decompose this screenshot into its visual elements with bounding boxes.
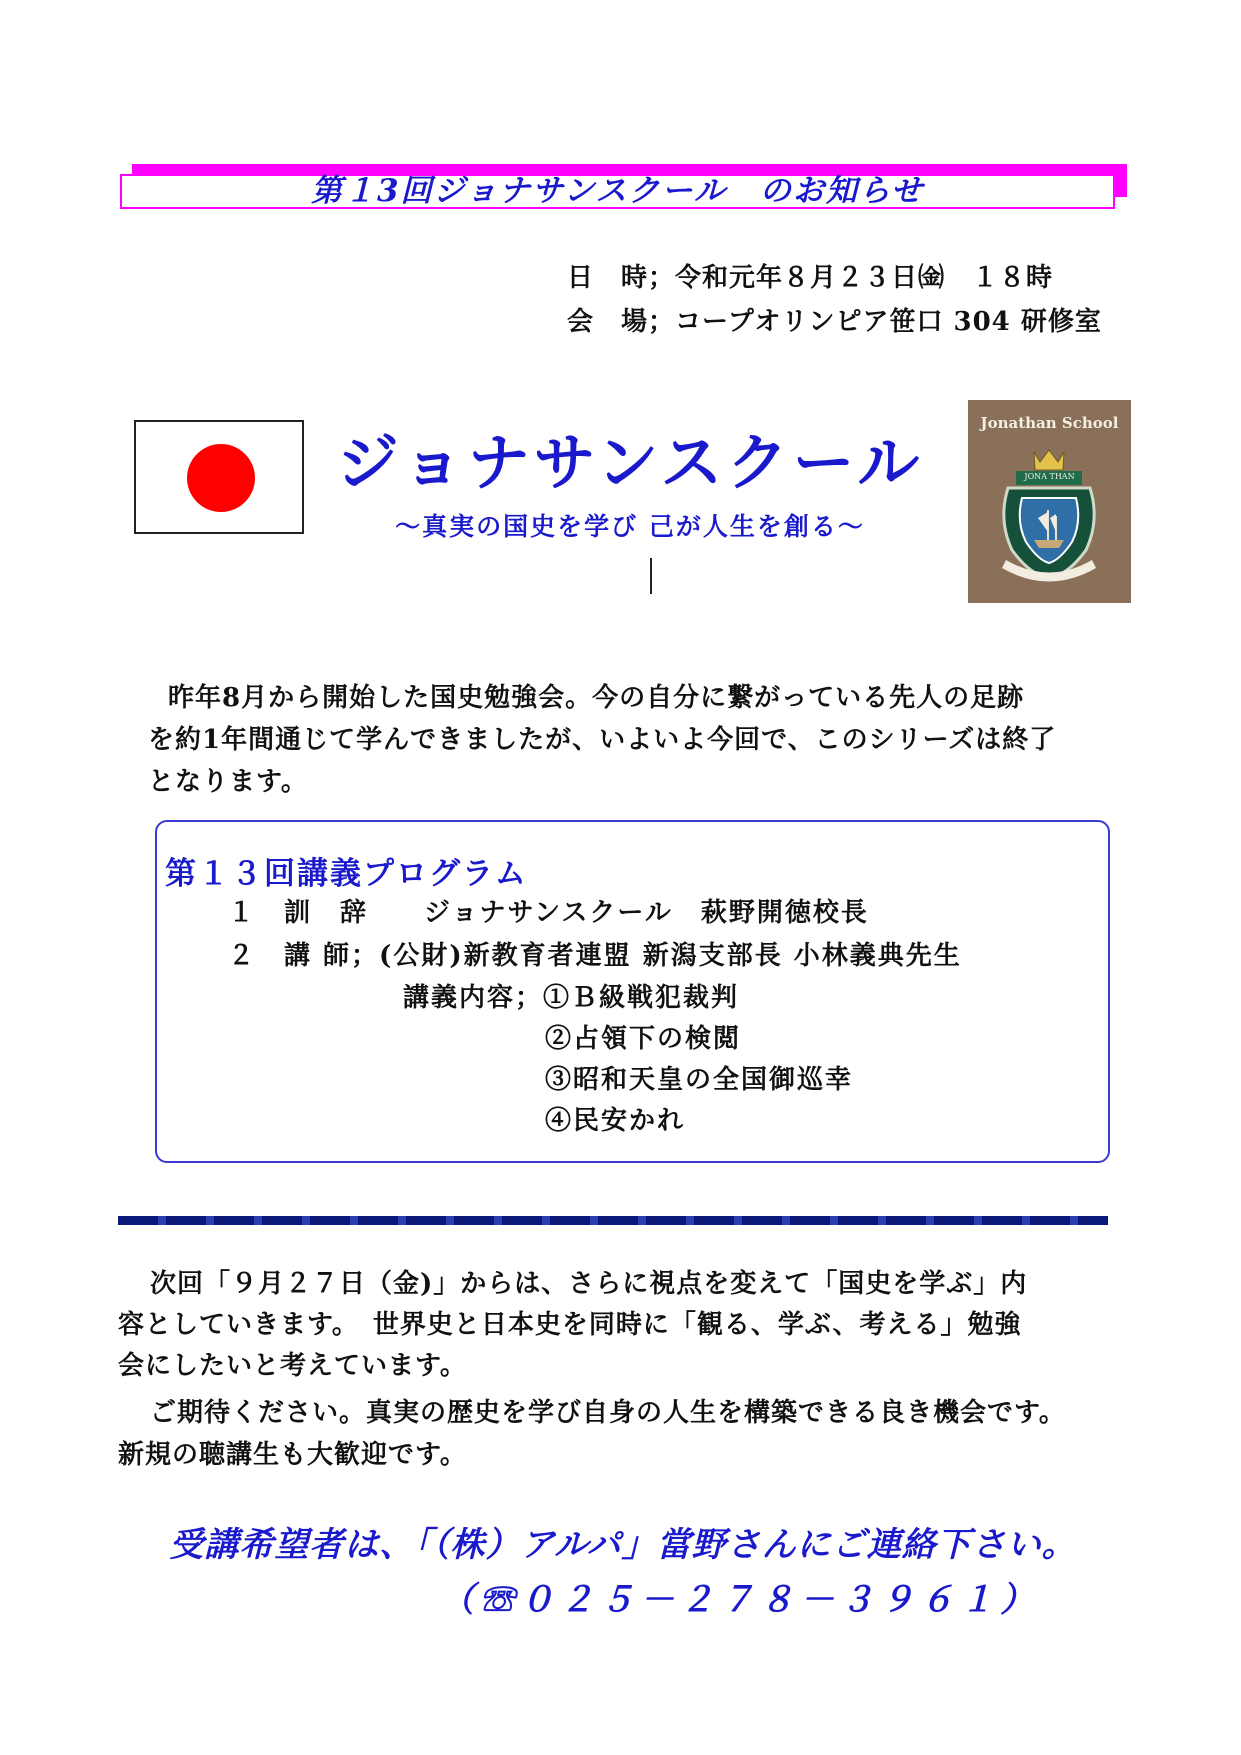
venue-line: 会 場；コープオリンピア笹口 304 研修室	[567, 307, 1102, 337]
program-title: 第１３回講義プログラム	[165, 856, 528, 892]
text-cursor-mark	[650, 558, 652, 594]
outro-line-4: ご期待ください。真実の歴史を学び自身の人生を構築できる良き機会です。	[150, 1398, 1066, 1428]
section-divider	[118, 1216, 1108, 1225]
lecture-topic-2: ②占領下の検閲	[545, 1024, 742, 1054]
school-emblem-image	[968, 400, 1131, 603]
date-line: 日 時；令和元年８月２３日㈮ １８時	[567, 263, 1054, 293]
outro-line-2: 容としていきます。 世界史と日本史を同時に「観る、学ぶ、考える」勉強	[118, 1310, 1022, 1340]
outro-line-3: 会にしたいと考えています。	[118, 1351, 467, 1381]
emblem-banner-text: JONA THAN	[1024, 472, 1075, 481]
intro-line-3: となります。	[148, 767, 308, 797]
outro-line-1: 次回「９月２７日（金)」からは、さらに視点を変えて「国史を学ぶ」内	[150, 1269, 1028, 1299]
emblem-crest-icon	[968, 400, 1131, 603]
intro-line-2: を約1年間通じて学んできましたが、いよいよ今回で、このシリーズは終了	[148, 725, 1057, 755]
outro-line-5: 新規の聴講生も大歓迎です。	[118, 1440, 467, 1470]
contact-line: 受講希望者は、「（株）アルパ」當野さんにご連絡下さい。	[169, 1525, 1077, 1565]
lecture-topic-3: ③昭和天皇の全国御巡幸	[545, 1065, 854, 1095]
banner-title: 第１3回ジョナサンスクール のお知らせ	[311, 173, 924, 209]
flag-sun-circle	[187, 444, 255, 512]
lecture-topic-4: ④民安かれ	[545, 1106, 686, 1136]
intro-line-1: 昨年8月から開始した国史勉強会。今の自分に繋がっている先人の足跡	[168, 683, 1025, 713]
japan-flag-image	[134, 420, 304, 534]
emblem-caption: Jonathan School	[980, 414, 1119, 432]
lecture-contents-line: 講義内容；①Ｂ級戦犯裁判	[403, 983, 740, 1013]
slogan: ～真実の国史を学び 己が人生を創る～	[395, 512, 865, 541]
school-name-heading: ジョナサンスクール	[336, 426, 924, 499]
program-item-2: ２ 講 師；(公財)新教育者連盟 新潟支部長 小林義典先生	[228, 941, 962, 971]
phone-number: （☏０２５－２７８－３９６１）	[440, 1580, 1040, 1620]
program-item-1: １ 訓 辞 ジョナサンスクール 萩野開徳校長	[228, 898, 869, 928]
